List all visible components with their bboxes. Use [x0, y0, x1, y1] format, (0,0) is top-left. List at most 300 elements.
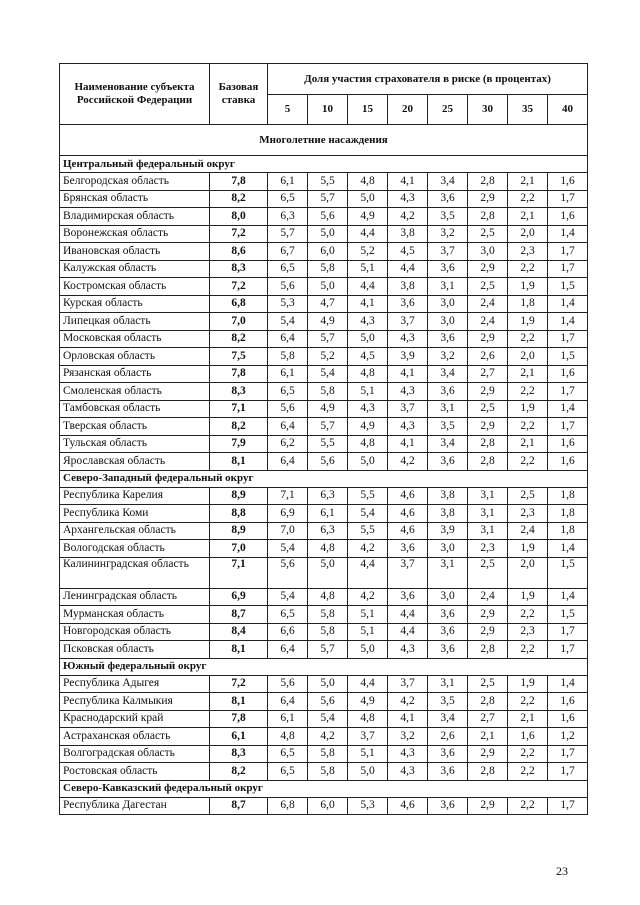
- rate-value-cell: 1,8: [508, 295, 548, 313]
- base-rate-cell: 6,1: [210, 728, 268, 746]
- table-row: [60, 522, 588, 540]
- rate-value-cell: 3,1: [428, 557, 468, 588]
- rate-value-cell: 6,0: [308, 243, 348, 261]
- rate-value-cell: 3,4: [428, 710, 468, 728]
- table-row: [60, 693, 588, 711]
- rate-value-cell: 3,6: [428, 763, 468, 781]
- rate-value-cell: 4,9: [348, 418, 388, 436]
- rate-value-cell: 1,7: [548, 418, 588, 436]
- rate-value-cell: 4,5: [348, 348, 388, 366]
- rate-value-cell: 2,5: [468, 675, 508, 693]
- base-rate-cell: 7,1: [210, 400, 268, 418]
- base-rate-cell: 7,9: [210, 435, 268, 453]
- rate-value-cell: 1,2: [548, 728, 588, 746]
- rate-value-cell: 4,1: [348, 295, 388, 313]
- table-row: [60, 260, 588, 278]
- rate-value-cell: 2,3: [468, 540, 508, 558]
- table-row: [60, 190, 588, 208]
- rate-value-cell: 5,5: [348, 487, 388, 505]
- rate-value-cell: 4,8: [348, 435, 388, 453]
- rate-value-cell: 1,5: [548, 606, 588, 624]
- table-row: [60, 435, 588, 453]
- rate-value-cell: 2,1: [508, 365, 548, 383]
- rate-value-cell: 3,8: [428, 487, 468, 505]
- rate-value-cell: 5,7: [308, 641, 348, 659]
- subject-name-cell: Ярославская область: [60, 453, 210, 471]
- rate-value-cell: 5,1: [348, 606, 388, 624]
- base-rate-cell: 8,7: [210, 606, 268, 624]
- rate-value-cell: 1,7: [548, 330, 588, 348]
- rate-value-cell: 4,2: [348, 540, 388, 558]
- rate-value-cell: 6,3: [268, 208, 308, 226]
- base-rate-cell: 8,1: [210, 453, 268, 471]
- rate-value-cell: 6,4: [268, 453, 308, 471]
- subject-name-cell: Курская область: [60, 295, 210, 313]
- rate-value-cell: 5,6: [308, 693, 348, 711]
- rate-value-cell: 3,7: [388, 400, 428, 418]
- rate-value-cell: 2,0: [508, 348, 548, 366]
- rate-value-cell: 4,2: [308, 728, 348, 746]
- table-row: [60, 505, 588, 523]
- rate-value-cell: 5,0: [308, 225, 348, 243]
- subject-name-cell: Тамбовская область: [60, 400, 210, 418]
- section-row: [60, 125, 588, 156]
- table-row: [60, 243, 588, 261]
- rate-value-cell: 3,2: [428, 348, 468, 366]
- subject-name-cell: Тульская область: [60, 435, 210, 453]
- rate-value-cell: 6,4: [268, 641, 308, 659]
- rate-value-cell: 4,2: [388, 208, 428, 226]
- rate-value-cell: 2,5: [468, 400, 508, 418]
- rate-value-cell: 5,2: [348, 243, 388, 261]
- rate-value-cell: 6,1: [268, 173, 308, 191]
- rate-value-cell: 2,0: [508, 557, 548, 588]
- rate-value-cell: 3,1: [428, 400, 468, 418]
- rate-value-cell: 1,6: [548, 173, 588, 191]
- base-rate-cell: 8,2: [210, 418, 268, 436]
- table-row: [60, 606, 588, 624]
- rate-value-cell: 5,8: [308, 745, 348, 763]
- rate-value-cell: 5,0: [308, 557, 348, 588]
- rate-value-cell: 1,9: [508, 675, 548, 693]
- rate-value-cell: 2,2: [508, 641, 548, 659]
- header-percent: 30: [468, 95, 508, 125]
- insurance-rates-table: [59, 63, 588, 815]
- rate-value-cell: 5,6: [308, 208, 348, 226]
- rate-value-cell: 1,7: [548, 745, 588, 763]
- rate-value-cell: 1,7: [548, 623, 588, 641]
- rate-value-cell: 2,5: [468, 225, 508, 243]
- rate-value-cell: 5,4: [308, 365, 348, 383]
- rate-value-cell: 3,1: [428, 278, 468, 296]
- rate-value-cell: 5,8: [268, 348, 308, 366]
- base-rate-cell: 8,2: [210, 190, 268, 208]
- base-rate-cell: 8,3: [210, 745, 268, 763]
- rate-value-cell: 3,6: [428, 383, 468, 401]
- rate-value-cell: 1,9: [508, 540, 548, 558]
- rate-value-cell: 2,9: [468, 606, 508, 624]
- district-title: Южный федеральный округ: [60, 658, 588, 675]
- base-rate-cell: 8,7: [210, 797, 268, 815]
- rate-value-cell: 1,4: [548, 295, 588, 313]
- rate-value-cell: 2,2: [508, 745, 548, 763]
- table-row: [60, 278, 588, 296]
- rate-value-cell: 3,8: [428, 505, 468, 523]
- subject-name-cell: Калужская область: [60, 260, 210, 278]
- table-header: [60, 64, 588, 125]
- subject-name-cell: Орловская область: [60, 348, 210, 366]
- rate-value-cell: 6,2: [268, 435, 308, 453]
- rate-value-cell: 1,9: [508, 278, 548, 296]
- table-row: [60, 313, 588, 331]
- rate-value-cell: 2,4: [468, 588, 508, 606]
- table-row: [60, 453, 588, 471]
- rate-value-cell: 5,5: [308, 435, 348, 453]
- rate-value-cell: 4,2: [388, 453, 428, 471]
- rate-value-cell: 5,1: [348, 260, 388, 278]
- base-rate-cell: 8,1: [210, 641, 268, 659]
- rate-value-cell: 2,9: [468, 418, 508, 436]
- rate-value-cell: 2,4: [468, 313, 508, 331]
- header-percent: 25: [428, 95, 468, 125]
- page-number: 23: [556, 864, 568, 878]
- rate-value-cell: 1,6: [508, 728, 548, 746]
- rate-value-cell: 3,6: [428, 330, 468, 348]
- rate-value-cell: 6,0: [308, 797, 348, 815]
- rate-value-cell: 4,3: [348, 400, 388, 418]
- rate-value-cell: 2,8: [468, 763, 508, 781]
- rate-value-cell: 2,9: [468, 745, 508, 763]
- base-rate-cell: 7,2: [210, 225, 268, 243]
- subject-name-cell: Липецкая область: [60, 313, 210, 331]
- rate-value-cell: 4,4: [348, 278, 388, 296]
- rate-value-cell: 2,3: [508, 505, 548, 523]
- rate-value-cell: 5,0: [308, 675, 348, 693]
- rate-value-cell: 3,9: [428, 522, 468, 540]
- header-percent: 15: [348, 95, 388, 125]
- subject-name-cell: Тверская область: [60, 418, 210, 436]
- table-row: [60, 641, 588, 659]
- table-row: [60, 728, 588, 746]
- rate-value-cell: 2,9: [468, 260, 508, 278]
- rate-value-cell: 3,4: [428, 435, 468, 453]
- rate-value-cell: 5,4: [268, 588, 308, 606]
- table-row: [60, 710, 588, 728]
- rate-value-cell: 5,3: [348, 797, 388, 815]
- subject-name-cell: Брянская область: [60, 190, 210, 208]
- subject-name-cell: Краснодарский край: [60, 710, 210, 728]
- rate-value-cell: 3,4: [428, 173, 468, 191]
- rate-value-cell: 2,2: [508, 330, 548, 348]
- subject-name-cell: Новгородская область: [60, 623, 210, 641]
- rate-value-cell: 4,9: [308, 400, 348, 418]
- subject-name-cell: Ростовская область: [60, 763, 210, 781]
- rate-value-cell: 3,4: [428, 365, 468, 383]
- table-row: [60, 557, 588, 588]
- rate-value-cell: 2,2: [508, 383, 548, 401]
- rate-value-cell: 5,8: [308, 763, 348, 781]
- table-row: [60, 797, 588, 815]
- table-row: [60, 418, 588, 436]
- table-row: [60, 487, 588, 505]
- table-row: [60, 745, 588, 763]
- rate-value-cell: 5,6: [268, 400, 308, 418]
- rate-value-cell: 4,6: [388, 487, 428, 505]
- base-rate-cell: 7,8: [210, 173, 268, 191]
- rate-value-cell: 2,2: [508, 797, 548, 815]
- rate-value-cell: 5,4: [268, 313, 308, 331]
- header-percent: 20: [388, 95, 428, 125]
- rate-value-cell: 5,7: [308, 330, 348, 348]
- base-rate-cell: 6,9: [210, 588, 268, 606]
- rate-value-cell: 5,6: [308, 453, 348, 471]
- rate-value-cell: 4,8: [348, 173, 388, 191]
- subject-name-cell: Астраханская область: [60, 728, 210, 746]
- rate-value-cell: 4,5: [388, 243, 428, 261]
- rate-value-cell: 3,6: [388, 540, 428, 558]
- rate-value-cell: 4,8: [348, 710, 388, 728]
- base-rate-cell: 7,1: [210, 557, 268, 588]
- rate-value-cell: 2,5: [508, 487, 548, 505]
- rate-value-cell: 5,5: [308, 173, 348, 191]
- rate-value-cell: 3,1: [468, 522, 508, 540]
- rate-value-cell: 4,3: [388, 745, 428, 763]
- rate-value-cell: 2,2: [508, 453, 548, 471]
- base-rate-cell: 7,0: [210, 540, 268, 558]
- rate-value-cell: 5,8: [308, 623, 348, 641]
- rate-value-cell: 4,1: [388, 173, 428, 191]
- rate-value-cell: 4,3: [388, 190, 428, 208]
- rate-value-cell: 2,2: [508, 418, 548, 436]
- rate-value-cell: 6,3: [308, 487, 348, 505]
- rate-value-cell: 1,7: [548, 383, 588, 401]
- subject-name-cell: Ивановская область: [60, 243, 210, 261]
- subject-name-cell: Белгородская область: [60, 173, 210, 191]
- subject-name-cell: Республика Коми: [60, 505, 210, 523]
- base-rate-cell: 8,0: [210, 208, 268, 226]
- rate-value-cell: 6,7: [268, 243, 308, 261]
- rate-value-cell: 3,5: [428, 693, 468, 711]
- rate-value-cell: 4,4: [388, 260, 428, 278]
- rate-value-cell: 3,7: [388, 313, 428, 331]
- rate-value-cell: 3,0: [428, 540, 468, 558]
- rate-value-cell: 1,6: [548, 208, 588, 226]
- rate-value-cell: 3,6: [428, 606, 468, 624]
- rate-value-cell: 4,6: [388, 505, 428, 523]
- rate-value-cell: 2,8: [468, 208, 508, 226]
- rate-value-cell: 1,7: [548, 641, 588, 659]
- subject-name-cell: Республика Дагестан: [60, 797, 210, 815]
- rate-value-cell: 3,1: [468, 505, 508, 523]
- rate-value-cell: 3,9: [388, 348, 428, 366]
- rate-value-cell: 2,9: [468, 797, 508, 815]
- header-percent: 10: [308, 95, 348, 125]
- subject-name-cell: Рязанская область: [60, 365, 210, 383]
- district-title: Северо-Западный федеральный округ: [60, 470, 588, 487]
- rate-value-cell: 2,2: [508, 606, 548, 624]
- rate-value-cell: 2,3: [508, 623, 548, 641]
- rate-value-cell: 1,4: [548, 225, 588, 243]
- rate-value-cell: 7,0: [268, 522, 308, 540]
- table-row: [60, 365, 588, 383]
- subject-name-cell: Волгоградская область: [60, 745, 210, 763]
- rate-value-cell: 1,7: [548, 763, 588, 781]
- rate-value-cell: 4,4: [388, 606, 428, 624]
- rate-value-cell: 1,7: [548, 797, 588, 815]
- table-row: [60, 295, 588, 313]
- rate-value-cell: 1,6: [548, 365, 588, 383]
- rate-value-cell: 5,1: [348, 745, 388, 763]
- rate-value-cell: 3,6: [428, 797, 468, 815]
- base-rate-cell: 8,9: [210, 487, 268, 505]
- rate-value-cell: 5,0: [348, 330, 388, 348]
- rate-value-cell: 5,6: [268, 557, 308, 588]
- base-rate-cell: 8,6: [210, 243, 268, 261]
- rate-value-cell: 6,5: [268, 383, 308, 401]
- rate-value-cell: 4,1: [388, 365, 428, 383]
- subject-name-cell: Архангельская область: [60, 522, 210, 540]
- rate-value-cell: 3,6: [428, 190, 468, 208]
- rate-value-cell: 2,5: [468, 557, 508, 588]
- subject-name-cell: Вологодская область: [60, 540, 210, 558]
- rate-value-cell: 5,6: [268, 675, 308, 693]
- rate-value-cell: 1,9: [508, 400, 548, 418]
- rate-value-cell: 4,6: [388, 797, 428, 815]
- rate-value-cell: 2,1: [508, 710, 548, 728]
- rate-value-cell: 6,5: [268, 190, 308, 208]
- table-row: [60, 173, 588, 191]
- rate-value-cell: 1,6: [548, 710, 588, 728]
- header-percent: 35: [508, 95, 548, 125]
- base-rate-cell: 8,1: [210, 693, 268, 711]
- base-rate-cell: 8,3: [210, 383, 268, 401]
- rate-value-cell: 3,7: [388, 557, 428, 588]
- table-row: [60, 763, 588, 781]
- rate-value-cell: 2,1: [508, 208, 548, 226]
- rate-value-cell: 3,7: [428, 243, 468, 261]
- rate-value-cell: 6,8: [268, 797, 308, 815]
- rate-value-cell: 1,6: [548, 453, 588, 471]
- subject-name-cell: Смоленская область: [60, 383, 210, 401]
- table-body: [60, 125, 588, 815]
- rate-value-cell: 1,7: [548, 260, 588, 278]
- rate-value-cell: 2,8: [468, 435, 508, 453]
- rate-value-cell: 3,6: [428, 745, 468, 763]
- district-row: [60, 470, 588, 487]
- rate-value-cell: 2,1: [508, 173, 548, 191]
- rate-value-cell: 3,6: [388, 295, 428, 313]
- header-percent: 5: [268, 95, 308, 125]
- rate-value-cell: 1,9: [508, 313, 548, 331]
- base-rate-cell: 8,8: [210, 505, 268, 523]
- rate-value-cell: 1,4: [548, 540, 588, 558]
- rate-value-cell: 5,8: [308, 383, 348, 401]
- rate-value-cell: 6,5: [268, 763, 308, 781]
- base-rate-cell: 7,2: [210, 675, 268, 693]
- rate-value-cell: 4,4: [348, 557, 388, 588]
- district-title: Центральный федеральный округ: [60, 156, 588, 173]
- rate-value-cell: 5,2: [308, 348, 348, 366]
- subject-name-cell: Республика Адыгея: [60, 675, 210, 693]
- rate-value-cell: 1,9: [508, 588, 548, 606]
- base-rate-cell: 8,2: [210, 763, 268, 781]
- rate-value-cell: 5,1: [348, 623, 388, 641]
- rate-value-cell: 5,0: [308, 278, 348, 296]
- base-rate-cell: 8,9: [210, 522, 268, 540]
- rate-value-cell: 1,4: [548, 588, 588, 606]
- rate-value-cell: 1,5: [548, 278, 588, 296]
- rate-value-cell: 4,9: [348, 208, 388, 226]
- rate-value-cell: 4,3: [388, 383, 428, 401]
- rate-value-cell: 4,1: [388, 710, 428, 728]
- rate-value-cell: 2,4: [468, 295, 508, 313]
- rate-value-cell: 4,3: [388, 418, 428, 436]
- rate-value-cell: 3,1: [468, 487, 508, 505]
- rate-value-cell: 3,2: [388, 728, 428, 746]
- rate-value-cell: 2,3: [508, 243, 548, 261]
- rate-value-cell: 4,3: [388, 763, 428, 781]
- rate-value-cell: 5,5: [348, 522, 388, 540]
- rate-value-cell: 3,0: [428, 313, 468, 331]
- rate-value-cell: 2,1: [468, 728, 508, 746]
- rate-value-cell: 6,5: [268, 745, 308, 763]
- table-row: [60, 225, 588, 243]
- rate-value-cell: 1,8: [548, 487, 588, 505]
- rate-value-cell: 1,4: [548, 675, 588, 693]
- table-row: [60, 675, 588, 693]
- rate-value-cell: 4,8: [268, 728, 308, 746]
- rate-value-cell: 4,4: [348, 675, 388, 693]
- rate-value-cell: 4,3: [388, 641, 428, 659]
- rate-value-cell: 4,4: [388, 623, 428, 641]
- subject-name-cell: Мурманская область: [60, 606, 210, 624]
- rate-value-cell: 3,1: [428, 675, 468, 693]
- rate-value-cell: 3,6: [428, 453, 468, 471]
- rate-value-cell: 5,1: [348, 383, 388, 401]
- base-rate-cell: 7,5: [210, 348, 268, 366]
- rate-value-cell: 5,3: [268, 295, 308, 313]
- subject-name-cell: Калининградская область: [60, 557, 210, 588]
- rate-value-cell: 6,6: [268, 623, 308, 641]
- rate-value-cell: 6,4: [268, 330, 308, 348]
- rate-value-cell: 2,9: [468, 330, 508, 348]
- rate-value-cell: 6,1: [268, 710, 308, 728]
- rate-value-cell: 5,8: [308, 260, 348, 278]
- rate-value-cell: 3,8: [388, 225, 428, 243]
- rate-value-cell: 2,9: [468, 383, 508, 401]
- rate-value-cell: 5,4: [348, 505, 388, 523]
- subject-name-cell: Республика Калмыкия: [60, 693, 210, 711]
- rate-value-cell: 3,7: [348, 728, 388, 746]
- rate-value-cell: 1,5: [548, 557, 588, 588]
- subject-name-cell: Воронежская область: [60, 225, 210, 243]
- header-participation-share: Доля участия страхователя в риске (в процентах): [268, 64, 588, 95]
- rate-value-cell: 5,4: [308, 710, 348, 728]
- rate-value-cell: 2,0: [508, 225, 548, 243]
- rate-value-cell: 3,5: [428, 418, 468, 436]
- rate-value-cell: 4,8: [348, 365, 388, 383]
- rate-value-cell: 1,4: [548, 400, 588, 418]
- rate-value-cell: 4,4: [348, 225, 388, 243]
- table-row: [60, 400, 588, 418]
- rate-value-cell: 2,8: [468, 453, 508, 471]
- base-rate-cell: 8,3: [210, 260, 268, 278]
- table-row: [60, 540, 588, 558]
- rate-value-cell: 2,9: [468, 623, 508, 641]
- rate-value-cell: 2,2: [508, 190, 548, 208]
- rate-value-cell: 6,1: [308, 505, 348, 523]
- rate-value-cell: 2,8: [468, 641, 508, 659]
